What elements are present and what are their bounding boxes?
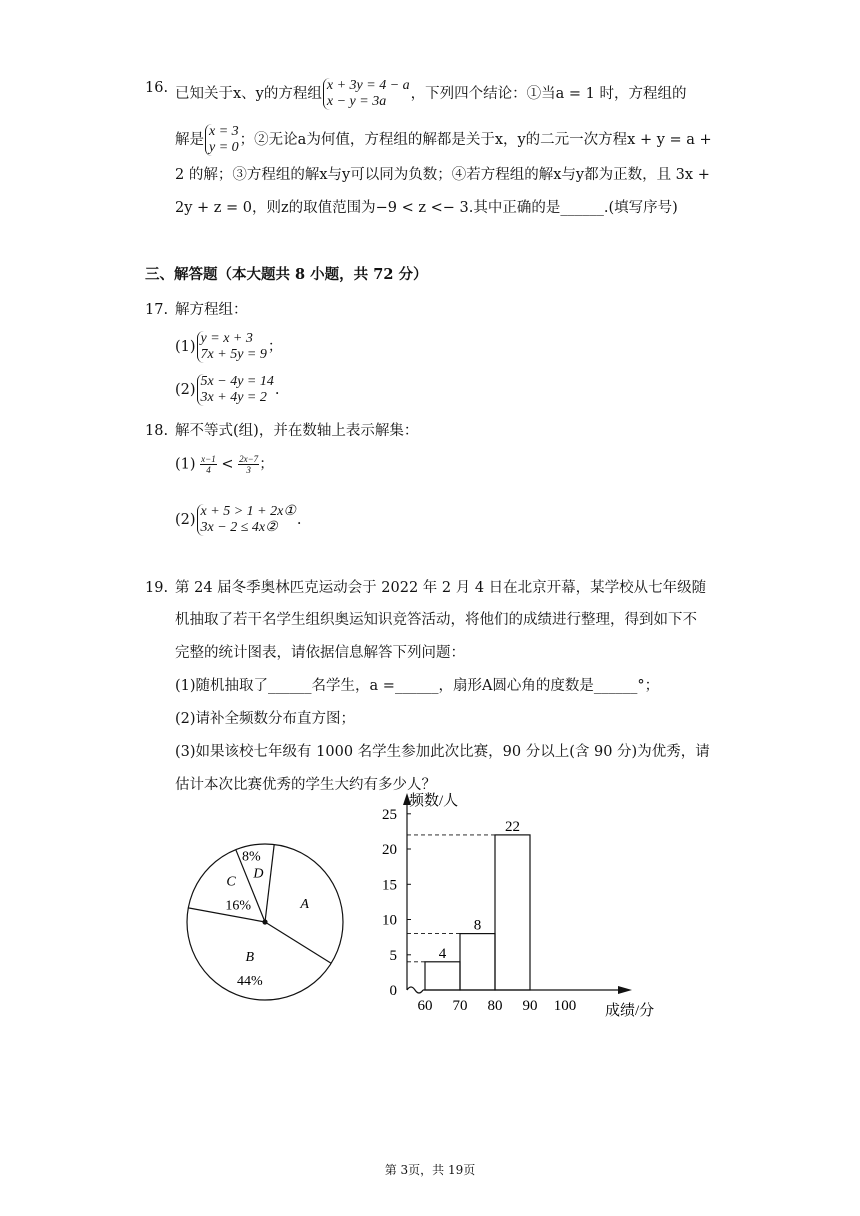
pie-percent-d: 8% xyxy=(241,849,261,865)
y-tick-label: 20 xyxy=(382,842,397,858)
pie-chart xyxy=(180,815,360,1015)
q19-line5: (2)请补全频数分布直方图； xyxy=(175,711,356,727)
q16-line4: 2y + z = 0，则z的取值范围为−9 < z <− 3.其中正确的是______.(填写序号) xyxy=(175,200,678,216)
y-tick-label: 15 xyxy=(382,877,397,894)
x-tick-label: 100 xyxy=(553,998,577,1014)
q17-number: 17. xyxy=(145,302,169,318)
pie-label-a: A xyxy=(300,897,309,912)
q18-number: 18. xyxy=(145,423,169,439)
y-tick-label: 25 xyxy=(382,806,397,823)
x-tick-label: 90 xyxy=(522,998,538,1014)
bar-label: 22 xyxy=(505,818,520,835)
q19-line1: 第 24 届冬季奥林匹克运动会于 2022 年 2 月 4 日在北京开幕，某学校从七年级随 xyxy=(175,580,707,596)
y-axis-title: 频数/人 xyxy=(409,793,459,809)
q16-line3: 2 的解；③方程组的解x与y可以同为负数；④若方程组的解x与y都为正数，且 3x + xyxy=(175,167,710,183)
q19-line4: (1)随机抽取了______名学生，a =______，扇形A圆心角的度数是______°； xyxy=(175,678,660,694)
bar-label: 8 xyxy=(473,917,482,934)
y-tick-label: 10 xyxy=(382,912,397,929)
x-tick-label: 60 xyxy=(417,998,433,1014)
q19-line3: 完整的统计图表，请依据信息解答下列问题： xyxy=(175,645,465,661)
pie-percent-c: 16% xyxy=(225,898,252,914)
pie-center xyxy=(263,920,267,924)
histogram xyxy=(360,785,670,1025)
q17-part1: (1)y = x + 3 7x + 5y = 9； xyxy=(175,331,283,362)
pie-label-c: C xyxy=(226,874,236,890)
pie-slice-border-a xyxy=(265,845,274,923)
q17-title: 解方程组： xyxy=(175,302,248,318)
pie-slice-border-b xyxy=(265,922,331,963)
q18-title: 解不等式(组)，并在数轴上表示解集： xyxy=(175,423,419,439)
x-axis-arrow xyxy=(618,986,632,994)
q16-solution: x = 3 y = 0 xyxy=(205,124,239,156)
q17-part2: (2)5x − 4y = 14 3x + 4y = 2 . xyxy=(175,374,280,405)
y-tick-label: 0 xyxy=(389,983,397,999)
q18-part2: (2)x + 5 > 1 + 2x① 3x − 2 ≤ 4x② . xyxy=(175,504,302,535)
pie-label-b: B xyxy=(245,950,255,966)
section-heading: 三、解答题（本大题共 8 小题，共 72 分） xyxy=(145,266,428,283)
q19-line6: (3)如果该校七年级有 1000 名学生参加此次比赛，90 分以上(含 90 分)为优秀，请 xyxy=(175,744,710,760)
pie-label-d: D xyxy=(253,866,264,882)
q19-number: 19. xyxy=(145,580,169,596)
y-tick-label: 5 xyxy=(389,947,397,964)
q18-part1: (1) $\frac{x-1}{4}$ < $\frac{2x-7}{3}$ ； xyxy=(175,454,274,475)
bar-label: 4 xyxy=(438,945,447,962)
pie-percent-b: 44% xyxy=(236,974,263,990)
axis-break xyxy=(407,987,423,993)
histogram-bar xyxy=(460,934,495,990)
q16-line1: 已知关于x、y的方程组x + 3y = 4 − a x − y = 3a ，下列四个结论：①当a = 1 时，方程组的 xyxy=(175,78,687,109)
q19-line7: 估计本次比赛优秀的学生大约有多少人？ xyxy=(175,777,436,793)
page-footer: 第 3页，共 19页 xyxy=(384,1163,476,1177)
q16-number: 16. xyxy=(145,80,169,96)
q16-system: x + 3y = 4 − a x − y = 3a xyxy=(323,78,410,110)
histogram-bar xyxy=(425,962,460,990)
x-tick-label: 70 xyxy=(452,998,468,1014)
q16-line2: 解是x = 3 y = 0；②无论a为何值，方程组的解都是关于x，y的二元一次方程x + y = a + xyxy=(175,124,712,155)
q19-line2: 机抽取了若干名学生组织奥运知识竞答活动，将他们的成绩进行整理，得到如下不 xyxy=(175,612,697,628)
x-axis-title: 成绩/分 xyxy=(605,1003,655,1019)
histogram-bar xyxy=(495,835,530,990)
x-tick-label: 80 xyxy=(487,998,503,1014)
